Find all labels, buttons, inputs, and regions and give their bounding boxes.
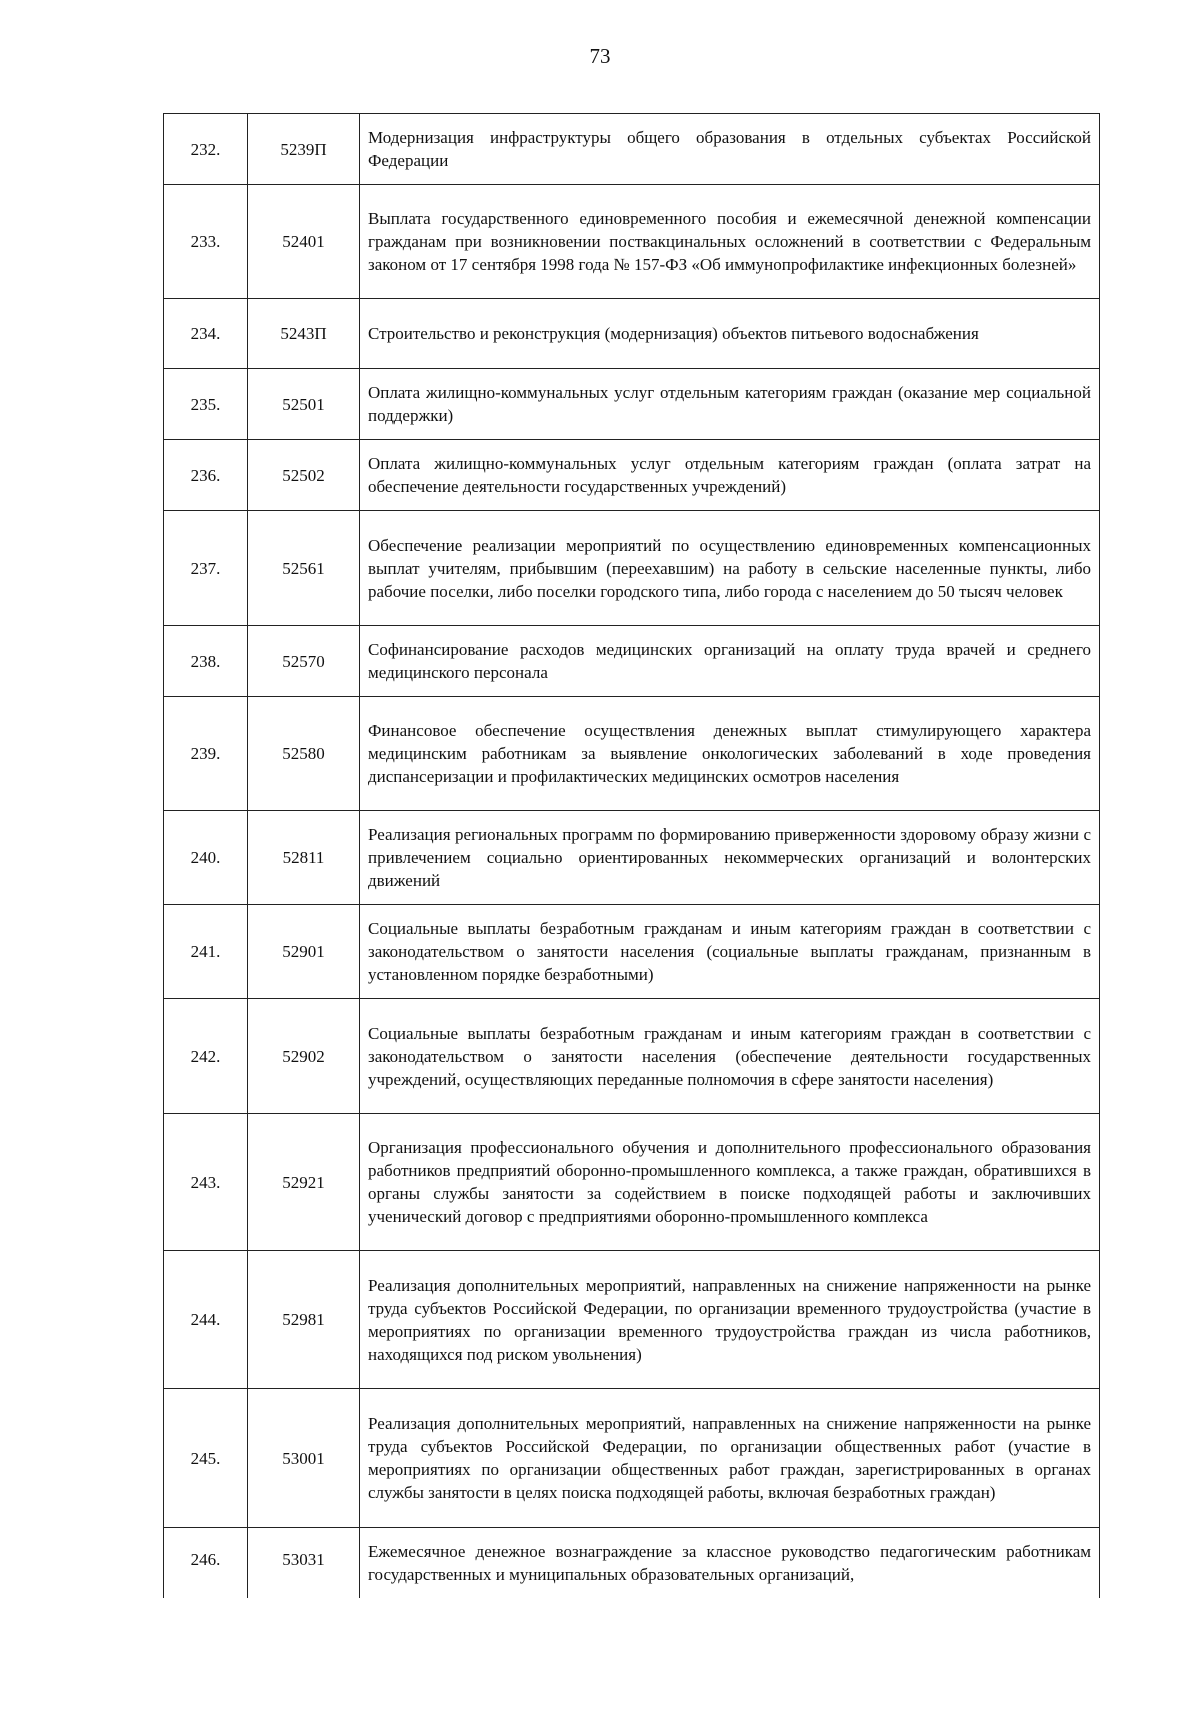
row-description: Строительство и реконструкция (модернизация) объектов питьевого водоснабжения bbox=[360, 299, 1100, 369]
row-code: 52570 bbox=[248, 626, 360, 697]
table-row bbox=[164, 905, 1100, 999]
row-description: Выплата государственного единовременного пособия и ежемесячной денежной компенсации гражданам при возникновении поствакцинальных осложнений в соответствии с Федеральным законом от 17 сентября 1998 года № 157-ФЗ «Об иммунопрофилактике инфекционных болезней» bbox=[360, 185, 1100, 299]
row-number: 235. bbox=[164, 369, 248, 440]
row-code: 53001 bbox=[248, 1389, 360, 1528]
row-code: 52921 bbox=[248, 1114, 360, 1251]
table-row bbox=[164, 1114, 1100, 1251]
row-description: Оплата жилищно-коммунальных услуг отдельным категориям граждан (оплата затрат на обеспечение деятельности государственных учреждений) bbox=[360, 440, 1100, 511]
row-code: 52902 bbox=[248, 999, 360, 1114]
table-row bbox=[164, 440, 1100, 511]
row-code: 52401 bbox=[248, 185, 360, 299]
row-number: 233. bbox=[164, 185, 248, 299]
page-number: 73 bbox=[589, 44, 611, 68]
row-code: 52901 bbox=[248, 905, 360, 999]
row-number: 240. bbox=[164, 811, 248, 905]
row-code: 52981 bbox=[248, 1251, 360, 1389]
row-code: 52580 bbox=[248, 697, 360, 811]
table-row bbox=[164, 626, 1100, 697]
row-code: 52501 bbox=[248, 369, 360, 440]
row-code: 52502 bbox=[248, 440, 360, 511]
table-row bbox=[164, 511, 1100, 626]
row-description: Организация профессионального обучения и дополнительного профессионального образования работников предприятий оборонно-промышленного комплекса, а также граждан, обратившихся в органы службы занятости за содействием в поиске подходящей работы и заключивших ученический договор с предприятиями оборонно-промышленного комплекса bbox=[360, 1114, 1100, 1251]
table-row bbox=[164, 999, 1100, 1114]
row-number: 245. bbox=[164, 1389, 248, 1528]
row-number: 236. bbox=[164, 440, 248, 511]
table-row bbox=[164, 1528, 1100, 1599]
row-description: Реализация региональных программ по формированию приверженности здоровому образу жизни с привлечением социально ориентированных некоммерческих организаций и волонтерских движений bbox=[360, 811, 1100, 905]
row-description: Финансовое обеспечение осуществления денежных выплат стимулирующего характера медицинским работникам за выявление онкологических заболеваний в ходе проведения диспансеризации и профилактических медицинских осмотров населения bbox=[360, 697, 1100, 811]
row-number: 243. bbox=[164, 1114, 248, 1251]
budget-codes-table bbox=[163, 113, 1099, 1598]
row-code: 52811 bbox=[248, 811, 360, 905]
row-code: 5239П bbox=[248, 114, 360, 185]
row-description: Обеспечение реализации мероприятий по осуществлению единовременных компенсационных выплат учителям, прибывшим (переехавшим) на работу в сельские населенные пункты, либо рабочие поселки, либо поселки городского типа, либо города с населением до 50 тысяч человек bbox=[360, 511, 1100, 626]
row-number: 232. bbox=[164, 114, 248, 185]
row-description: Модернизация инфраструктуры общего образования в отдельных субъектах Российской Федерации bbox=[360, 114, 1100, 185]
row-code: 52561 bbox=[248, 511, 360, 626]
row-description: Реализация дополнительных мероприятий, направленных на снижение напряженности на рынке труда субъектов Российской Федерации, по организации общественных работ (участие в мероприятиях по организации общественных работ граждан, зарегистрированных в органах службы занятости в целях поиска подходящей работы, включая безработных граждан) bbox=[360, 1389, 1100, 1528]
row-number: 237. bbox=[164, 511, 248, 626]
table-row bbox=[164, 299, 1100, 369]
row-number: 238. bbox=[164, 626, 248, 697]
row-description: Ежемесячное денежное вознаграждение за классное руководство педагогическим работникам государственных и муниципальных образовательных организаций, bbox=[360, 1528, 1100, 1599]
row-number: 246. bbox=[164, 1528, 248, 1599]
table-row bbox=[164, 811, 1100, 905]
table-row bbox=[164, 369, 1100, 440]
row-description: Социальные выплаты безработным гражданам и иным категориям граждан в соответствии с законодательством о занятости населения (обеспечение деятельности государственных учреждений, осуществляющих переданные полномочия в сфере занятости населения) bbox=[360, 999, 1100, 1114]
row-description: Социальные выплаты безработным гражданам и иным категориям граждан в соответствии с законодательством о занятости населения (социальные выплаты гражданам, признанным в установленном порядке безработными) bbox=[360, 905, 1100, 999]
row-description: Реализация дополнительных мероприятий, направленных на снижение напряженности на рынке труда субъектов Российской Федерации, по организации временного трудоустройства (участие в мероприятиях по организации временного трудоустройства граждан из числа работников, находящихся под риском увольнения) bbox=[360, 1251, 1100, 1389]
table-row bbox=[164, 1389, 1100, 1528]
table-row bbox=[164, 1251, 1100, 1389]
row-code: 53031 bbox=[248, 1528, 360, 1599]
row-number: 244. bbox=[164, 1251, 248, 1389]
row-number: 234. bbox=[164, 299, 248, 369]
row-number: 242. bbox=[164, 999, 248, 1114]
row-description: Оплата жилищно-коммунальных услуг отдельным категориям граждан (оказание мер социальной поддержки) bbox=[360, 369, 1100, 440]
table-row bbox=[164, 114, 1100, 185]
row-number: 241. bbox=[164, 905, 248, 999]
row-code: 5243П bbox=[248, 299, 360, 369]
table-row bbox=[164, 697, 1100, 811]
row-description: Софинансирование расходов медицинских организаций на оплату труда врачей и среднего медицинского персонала bbox=[360, 626, 1100, 697]
table-row bbox=[164, 185, 1100, 299]
row-number: 239. bbox=[164, 697, 248, 811]
